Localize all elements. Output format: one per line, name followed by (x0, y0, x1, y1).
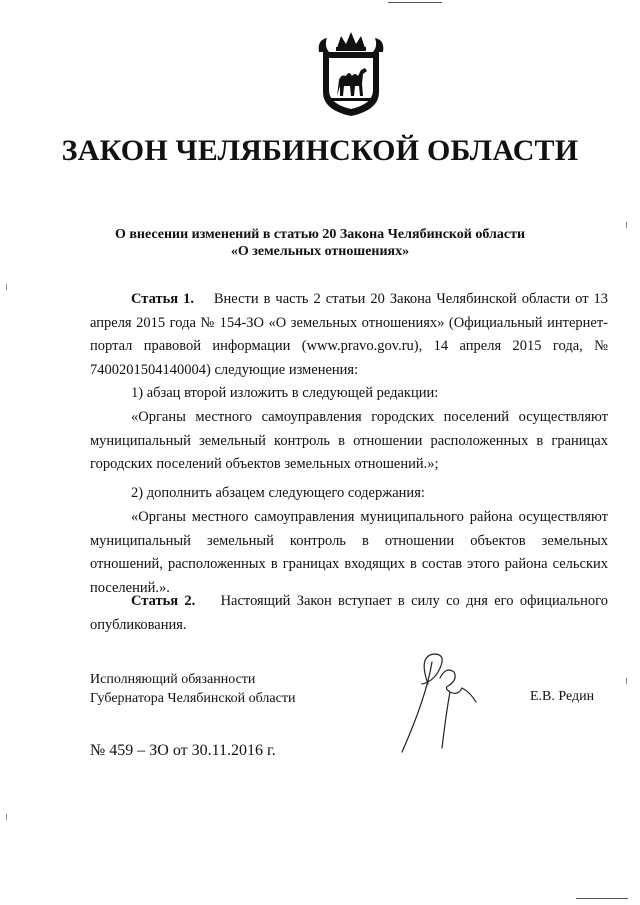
scan-mark (626, 678, 627, 684)
scan-mark (6, 284, 7, 290)
scan-mark (6, 814, 7, 820)
subtitle-line-1: О внесении изменений в статью 20 Закона Челябинской области (114, 227, 526, 242)
scan-mark-bottom (576, 898, 628, 899)
signer-title-line-1: Исполняющий обязанности (90, 672, 256, 687)
item-1: 1) абзац второй изложить в следующей редакции: (131, 385, 439, 401)
item-2-quote: «Органы местного самоуправления муниципального района осуществляют муниципальный земельный контроль в отношении объектов земельных отношений, расположенных в границах входящих в состав этого района сельских поселений.». (90, 509, 608, 596)
article-1-paragraph (90, 288, 608, 382)
scan-mark-top (388, 2, 442, 3)
item-2: 2) дополнить абзацем следующего содержания: (131, 485, 425, 501)
signer-name: Е.В. Редин (530, 689, 595, 704)
article-1-text: Внести в часть 2 статьи 20 Закона Челябинской области от 13 апреля 2015 года № 154-ЗО «О земельных отношениях» (Официальный интернет-портал правовой информации (www.pravo.gov.ru), 14 апреля 2015 года, № 7400201504140004) следующие изменения: (90, 291, 609, 378)
scan-mark (626, 222, 627, 228)
article-2-text: Настоящий Закон вступает в силу со дня его официального опубликования. (90, 593, 609, 633)
article-2-label: Статья 2. (131, 593, 196, 609)
item-1-quote: «Органы местного самоуправления городских поселений осуществляют муниципальный земельный контроль в отношении расположенных в границах городских поселений объектов земельных отношений.»; (90, 409, 608, 472)
article-1-label: Статья 1. (131, 291, 194, 307)
document-heading: ЗАКОН ЧЕЛЯБИНСКОЙ ОБЛАСТИ (61, 134, 579, 167)
law-number: № 459 – ЗО от 30.11.2016 г. (90, 742, 276, 759)
subtitle-line-2: «О земельных отношениях» (230, 244, 410, 259)
document-subtitle (60, 226, 580, 260)
article-2-paragraph (90, 590, 608, 637)
signer-title (90, 670, 295, 708)
coat-of-arms-icon (315, 30, 387, 118)
handwritten-signature (388, 648, 488, 760)
signer-title-line-2: Губернатора Челябинской области (90, 691, 296, 706)
